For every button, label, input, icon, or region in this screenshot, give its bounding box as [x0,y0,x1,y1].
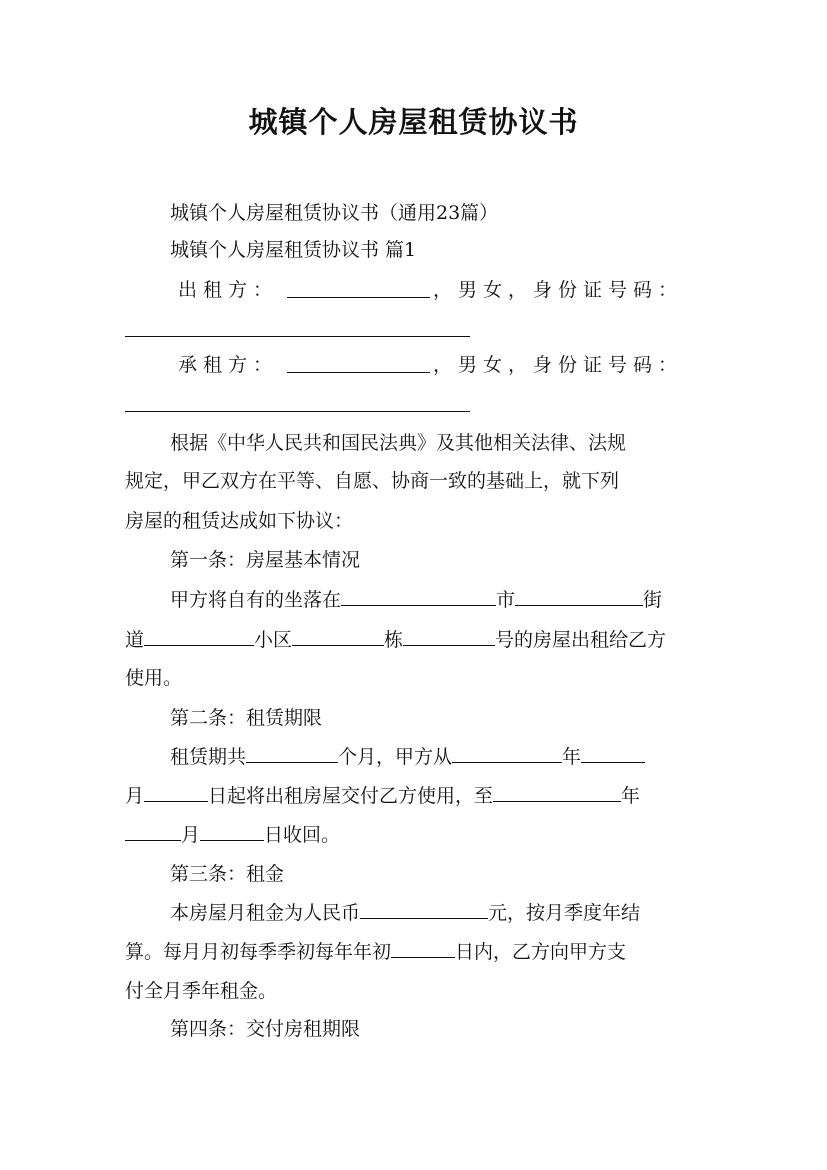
article-1-heading: 第一条：房屋基本情况 [170,549,361,571]
lessor-id-blank [125,336,470,337]
article-1-text: 甲方将自有的坐落在 [170,589,342,611]
end-day-blank [200,822,264,841]
article-3-text: 元，按月季度年结 [488,902,641,924]
preamble-line-1: 根据《中华人民共和国民法典》及其他相关法律、法规 [170,432,627,454]
article-2-line-3 [125,822,340,848]
document-subtitle: 城镇个人房屋租赁协议书（通用23篇） [170,202,499,224]
article-2-text: 年 [621,785,641,807]
article-2-line-2 [125,783,640,809]
article-3-heading: 第三条：租金 [170,863,285,885]
start-year-blank [452,744,562,763]
road-blank [144,627,254,646]
community-blank [292,627,384,646]
article-2-text: 日起将出租房屋交付乙方使用，至 [208,785,494,807]
article-2-text: 日收回。 [264,824,341,846]
article-3-text: 算。每月月初每季季初每年年初 [125,941,392,963]
start-month-blank [581,744,645,763]
lessee-gender-id-label: ，男女，身份证号码： [433,354,684,376]
lessee-name-blank [287,372,430,373]
article-2-text: 个月，甲方从 [338,746,453,768]
street-blank [515,587,643,606]
end-month-blank [125,822,181,841]
article-1-text: 市 [496,589,516,611]
article-3-text: 日内，乙方向甲方支 [455,941,627,963]
lessor-name-blank [287,297,430,298]
preamble-line-2: 规定，甲乙双方在平等、自愿、协商一致的基础上，就下列 [125,470,620,492]
article-2-heading: 第二条：租赁期限 [170,707,323,729]
article-2-text: 月 [125,785,145,807]
lessor-label: 出租方： [178,279,279,301]
months-blank [246,744,338,763]
document-title: 城镇个人房屋租赁协议书 [248,105,579,139]
article-1-text: 栋 [384,629,404,651]
article-1-line-1 [170,587,662,613]
article-1-text: 号的房屋出租给乙方 [495,629,667,651]
article-1-text: 街 [643,589,663,611]
article-2-line-1 [170,744,645,770]
end-year-blank [493,783,621,802]
city-blank [341,587,496,606]
article-2-text: 月 [181,824,201,846]
start-day-blank [144,783,208,802]
article-4-heading: 第四条：交付房租期限 [170,1018,361,1040]
article-2-text: 租赁期共 [170,746,247,768]
rent-amount-blank [360,900,488,919]
preamble-line-3: 房屋的租赁达成如下协议： [125,510,354,532]
article-1-text: 道 [125,629,145,651]
section-heading: 城镇个人房屋租赁协议书 篇1 [170,239,417,261]
building-blank [403,627,495,646]
payment-days-blank [391,939,455,958]
lessee-id-blank [125,411,470,412]
lessor-gender-id-label: ，男女，身份证号码： [433,279,684,301]
article-3-text: 本房屋月租金为人民币 [170,902,361,924]
article-3-line-2 [125,939,626,965]
article-1-text: 小区 [254,629,293,651]
article-2-text: 年 [562,746,582,768]
article-1-line-3: 使用。 [125,667,183,689]
article-1-line-2 [125,627,666,653]
article-3-line-3: 付全月季年租金。 [125,980,278,1002]
lessee-label: 承租方： [178,354,279,376]
article-3-line-1 [170,900,640,926]
